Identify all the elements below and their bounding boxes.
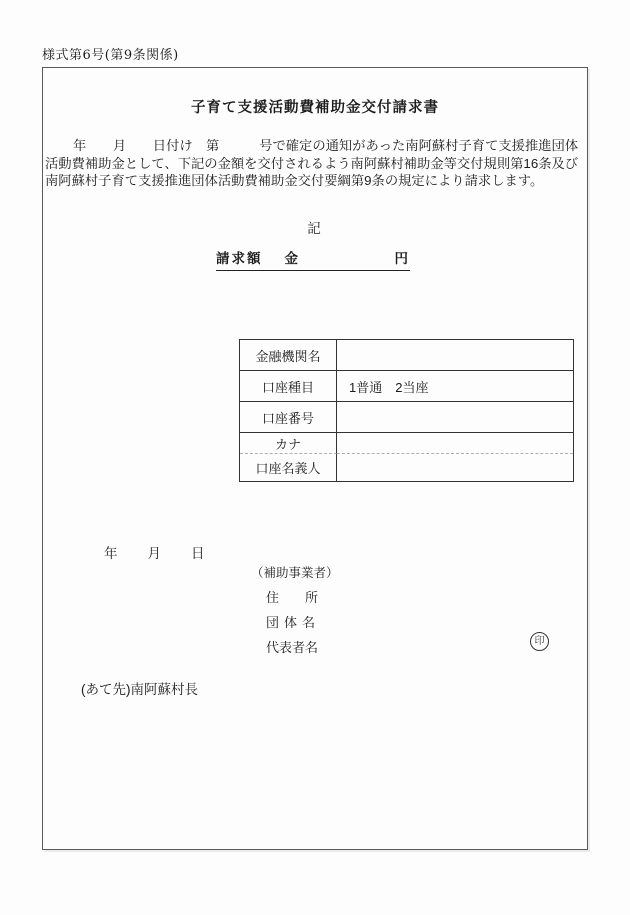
organization-name-label: 団体名 xyxy=(266,615,321,630)
form-border-frame xyxy=(42,67,588,850)
account-number-label: 口座番号 xyxy=(240,402,337,433)
account-type-label: 口座種目 xyxy=(240,371,337,402)
body-paragraph xyxy=(45,137,585,190)
addressee-line: (あて先)南阿蘇村長 xyxy=(81,682,198,697)
account-holder-label: 口座名義人 xyxy=(240,454,337,481)
claim-amount-label: 請求額 xyxy=(216,251,263,266)
kana-label: カナ xyxy=(240,433,337,454)
currency-suffix: 円 xyxy=(394,251,410,266)
account-holder-value-blank xyxy=(337,454,573,481)
bank-name-value-blank xyxy=(337,340,573,371)
document-title: 子育て支援活動費補助金交付請求書 xyxy=(191,100,439,116)
bank-account-table xyxy=(239,339,574,482)
table-row xyxy=(240,371,573,402)
body-line: 南阿蘇村子育て支援推進団体活動費補助金交付要綱第9条の規定により請求します。 xyxy=(45,173,544,189)
account-number-value-blank xyxy=(337,402,573,433)
table-row xyxy=(240,402,573,433)
date-blank-line: 年 月 日 xyxy=(104,546,206,561)
currency-prefix: 金 xyxy=(284,251,300,266)
kana-value-blank xyxy=(337,433,573,454)
address-label: 住 所 xyxy=(266,590,319,605)
claim-amount-line xyxy=(216,247,410,271)
table-row xyxy=(240,433,573,454)
table-row xyxy=(240,340,573,371)
account-type-options: 1普通 2当座 xyxy=(337,371,573,402)
table-row xyxy=(240,454,573,481)
seal-mark-icon: 印 xyxy=(530,632,549,651)
body-line: 活動費補助金として、下記の金額を交付されるよう南阿蘇村補助金等交付規則第16条及び xyxy=(45,155,579,171)
body-line: 年 月 日付け 第 号で確定の通知があった南阿蘇村子育て支援推進団体 xyxy=(73,138,579,153)
form-number-label: 様式第6号(第9条関係) xyxy=(42,48,179,63)
bank-name-label: 金融機関名 xyxy=(240,340,337,371)
section-marker: 記 xyxy=(307,221,323,236)
representative-name-label: 代表者名 xyxy=(266,640,319,655)
applicant-group-label: （補助事業者） xyxy=(251,566,339,580)
